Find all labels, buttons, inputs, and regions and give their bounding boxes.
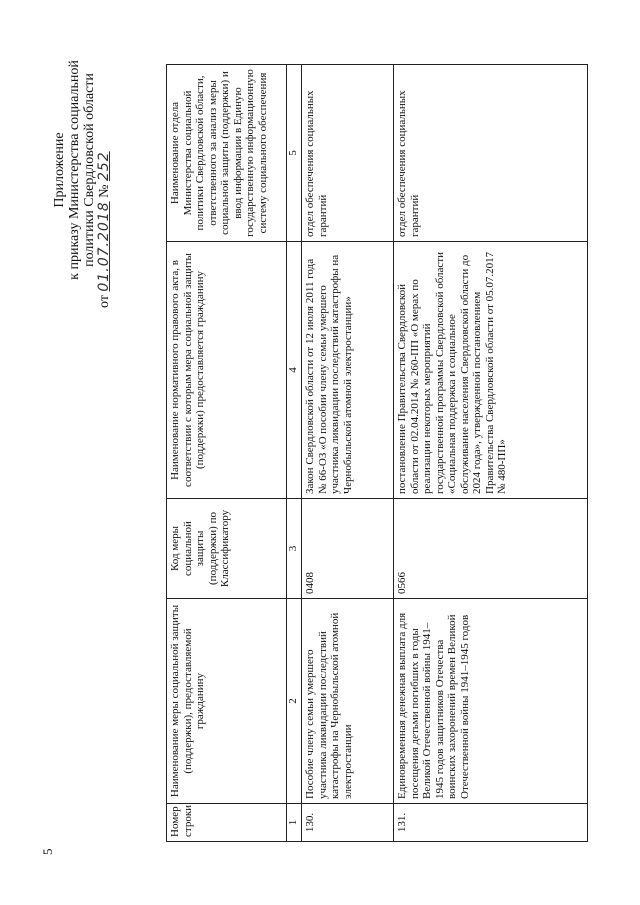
row-code: 0408: [302, 499, 394, 599]
handwritten-number: 252: [96, 151, 112, 182]
header-measure-code: Код меры социальной защиты (поддержки) по Классификатору: [167, 499, 287, 599]
row-measure: Пособие члену семьи умершего участника ликвидации последствий катастрофы на Чернобыльской атомной электростанции: [302, 599, 394, 804]
column-number: 3: [287, 499, 302, 599]
column-number: 1: [287, 804, 302, 842]
row-measure: Единовременная денежная выплата для посещения детьми погибших в годы Великой Отечественной войны 1941–1945 годов защитников Отечества воинских захоронений времен Великой Отечественной войны 1941–1945 годов: [394, 599, 588, 804]
table-column-numbers-row: [287, 65, 302, 842]
approval-date-line: [97, 20, 112, 320]
table-row: [394, 65, 588, 842]
column-number: 2: [287, 599, 302, 804]
table-header-row: [167, 65, 287, 842]
approval-stamp-block: [52, 20, 112, 320]
column-number: 4: [287, 242, 302, 499]
header-department: Наименование отдела Министерства социальной политики Свердловской области, ответственного за анализ меры социальной защиты (поддержки) и ввод информации в Единую государственную информационную систему социального обеспечения: [167, 65, 287, 242]
measures-table: [166, 64, 588, 842]
header-legal-act: Наименование нормативного правового акта, в соответствии с которым мера социальной защиты (поддержки) предоставляется гражданину: [167, 242, 287, 499]
row-act: постановление Правительства Свердловской области от 02.04.2014 № 260-ПП «О мерах по реализации некоторых мероприятий государственной программы Свердловской области «Социальная поддержка и социальное обслуживание населения Свердловской области до 2024 года», утвержденной постановлением Правительства Свердловской области от 05.07.2017 № 480-ПП»: [394, 242, 588, 499]
row-code: 0566: [394, 499, 588, 599]
number-prefix: №: [97, 184, 112, 198]
table-row: [302, 65, 394, 842]
header-row-number: Номер строки: [167, 804, 287, 842]
handwritten-date: 01.07.2018: [96, 201, 112, 292]
row-act: Закон Свердловской области от 12 июля 2011 года № 66-ОЗ «О пособии члену семьи умершего участника ликвидации последствий катастрофы на Чернобыльской атомной электростанции»: [302, 242, 394, 499]
approval-ministry-line: политики Свердловской области: [82, 73, 97, 267]
header-measure-name: Наименование меры социальной защиты (поддержки), предоставляемой гражданину: [167, 599, 287, 804]
approval-title: Приложение: [52, 132, 67, 208]
row-number: 130.: [302, 804, 394, 842]
column-number: 5: [287, 65, 302, 242]
row-department: отдел обеспечения социальных гарантий: [302, 65, 394, 242]
page-number: 5: [40, 848, 55, 855]
approval-order-line: к приказу Министерства социальной: [67, 60, 82, 280]
row-number: 131.: [394, 804, 588, 842]
date-prefix: от: [97, 295, 112, 308]
row-department: отдел обеспечения социальных гарантий: [394, 65, 588, 242]
